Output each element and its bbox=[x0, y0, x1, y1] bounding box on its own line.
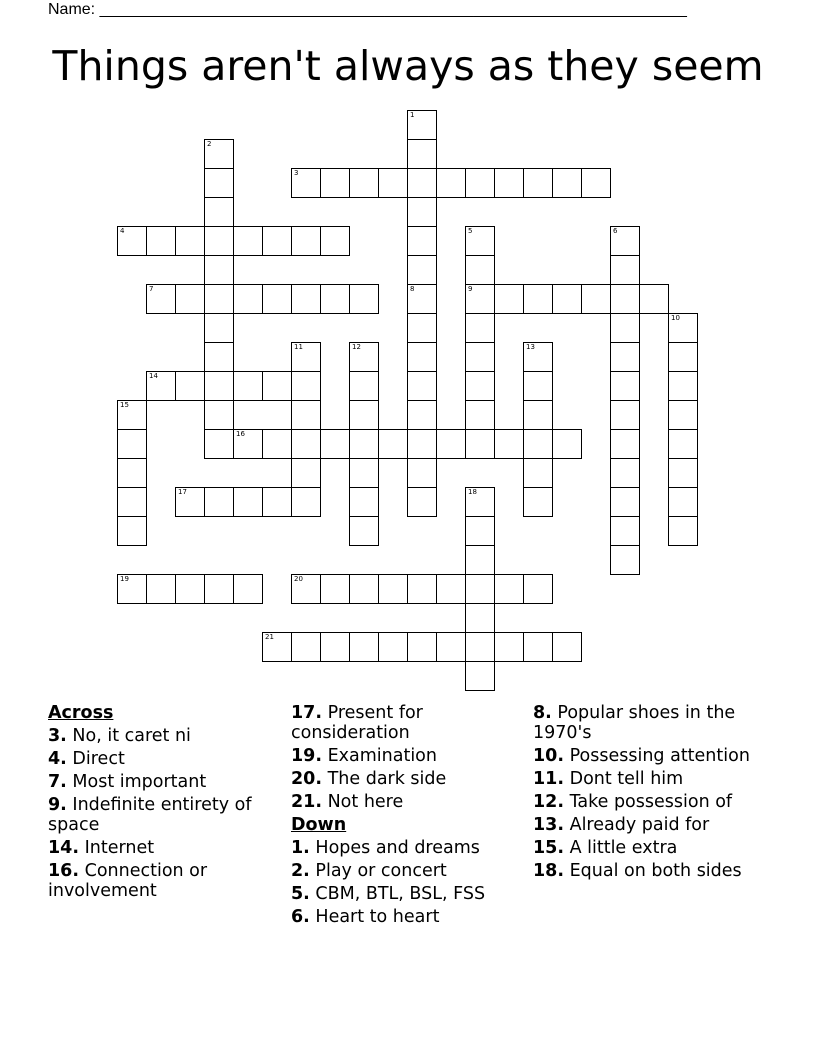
grid-cell[interactable] bbox=[378, 429, 408, 459]
grid-cell[interactable] bbox=[117, 458, 147, 488]
grid-cell[interactable] bbox=[523, 342, 553, 372]
grid-cell[interactable] bbox=[204, 197, 234, 227]
across-heading: Across bbox=[48, 703, 114, 723]
grid-cell[interactable] bbox=[204, 313, 234, 343]
clue-number-label: 20 bbox=[294, 575, 303, 583]
down-heading: Down bbox=[291, 815, 347, 835]
clue-number-label: 21 bbox=[265, 633, 274, 641]
across-clue: 16. Connection or involvement bbox=[48, 861, 208, 901]
clue-number-label: 1 bbox=[410, 111, 415, 119]
grid-cell[interactable] bbox=[407, 255, 437, 285]
grid-cell[interactable] bbox=[552, 284, 582, 314]
grid-cell[interactable] bbox=[523, 371, 553, 401]
grid-cell[interactable] bbox=[378, 168, 408, 198]
grid-cell[interactable] bbox=[262, 226, 292, 256]
clue-column-1 bbox=[48, 703, 288, 904]
grid-cell[interactable] bbox=[523, 458, 553, 488]
grid-cell[interactable] bbox=[407, 458, 437, 488]
grid-cell[interactable] bbox=[465, 574, 495, 604]
grid-cell[interactable] bbox=[204, 168, 234, 198]
grid-cell[interactable] bbox=[465, 545, 495, 575]
grid-cell[interactable] bbox=[465, 400, 495, 430]
grid-cell[interactable] bbox=[320, 226, 350, 256]
grid-cell[interactable] bbox=[262, 429, 292, 459]
grid-cell[interactable] bbox=[175, 371, 205, 401]
grid-cell[interactable] bbox=[204, 342, 234, 372]
clue-number-label: 10 bbox=[671, 314, 680, 322]
clue-number-label: 2 bbox=[207, 140, 212, 148]
grid-cell[interactable] bbox=[523, 574, 553, 604]
grid-cell[interactable] bbox=[610, 313, 640, 343]
grid-cell[interactable] bbox=[117, 516, 147, 546]
grid-cell[interactable] bbox=[610, 226, 640, 256]
grid-cell[interactable] bbox=[581, 284, 611, 314]
grid-cell[interactable] bbox=[117, 226, 147, 256]
grid-cell[interactable] bbox=[494, 429, 524, 459]
grid-cell[interactable] bbox=[291, 371, 321, 401]
grid-cell[interactable] bbox=[610, 371, 640, 401]
grid-cell[interactable] bbox=[465, 487, 495, 517]
grid-cell[interactable] bbox=[523, 632, 553, 662]
across-clue: 9. Indefinite entirety of space bbox=[48, 795, 252, 835]
grid-cell[interactable] bbox=[204, 284, 234, 314]
grid-cell[interactable] bbox=[291, 429, 321, 459]
grid-cell[interactable] bbox=[262, 371, 292, 401]
grid-cell[interactable] bbox=[407, 342, 437, 372]
grid-cell[interactable] bbox=[610, 516, 640, 546]
grid-cell[interactable] bbox=[610, 545, 640, 575]
clue-number-label: 7 bbox=[149, 285, 154, 293]
grid-cell[interactable] bbox=[320, 632, 350, 662]
grid-cell[interactable] bbox=[610, 487, 640, 517]
grid-cell[interactable] bbox=[465, 168, 495, 198]
grid-cell[interactable] bbox=[204, 371, 234, 401]
grid-cell[interactable] bbox=[465, 226, 495, 256]
grid-cell[interactable] bbox=[204, 429, 234, 459]
grid-cell[interactable] bbox=[465, 661, 495, 691]
across-clue: 21. Not here bbox=[291, 792, 404, 812]
grid-cell[interactable] bbox=[204, 400, 234, 430]
grid-cell[interactable] bbox=[378, 632, 408, 662]
grid-cell[interactable] bbox=[146, 371, 176, 401]
grid-cell[interactable] bbox=[349, 371, 379, 401]
grid-cell[interactable] bbox=[262, 632, 292, 662]
grid-cell[interactable] bbox=[668, 429, 698, 459]
grid-cell[interactable] bbox=[407, 400, 437, 430]
grid-cell[interactable] bbox=[465, 342, 495, 372]
grid-cell[interactable] bbox=[610, 429, 640, 459]
grid-cell[interactable] bbox=[204, 139, 234, 169]
grid-cell[interactable] bbox=[117, 487, 147, 517]
clue-number-label: 13 bbox=[526, 343, 535, 351]
down-clue: 15. A little extra bbox=[533, 838, 678, 858]
clue-number-label: 16 bbox=[236, 430, 245, 438]
grid-cell[interactable] bbox=[668, 400, 698, 430]
down-clue: 5. CBM, BTL, BSL, FSS bbox=[291, 884, 486, 904]
grid-cell[interactable] bbox=[378, 574, 408, 604]
grid-cell[interactable] bbox=[320, 429, 350, 459]
grid-cell[interactable] bbox=[291, 632, 321, 662]
clue-number-label: 12 bbox=[352, 343, 361, 351]
grid-cell[interactable] bbox=[349, 574, 379, 604]
grid-cell[interactable] bbox=[320, 168, 350, 198]
grid-cell[interactable] bbox=[291, 574, 321, 604]
grid-cell[interactable] bbox=[523, 284, 553, 314]
grid-cell[interactable] bbox=[407, 487, 437, 517]
name-label: Name: bbox=[48, 1, 96, 18]
grid-cell[interactable] bbox=[668, 371, 698, 401]
grid-cell[interactable] bbox=[146, 226, 176, 256]
grid-cell[interactable] bbox=[581, 168, 611, 198]
grid-cell[interactable] bbox=[523, 400, 553, 430]
down-clue: 12. Take possession of bbox=[533, 792, 733, 812]
grid-cell[interactable] bbox=[233, 226, 263, 256]
grid-cell[interactable] bbox=[407, 226, 437, 256]
across-clue: 20. The dark side bbox=[291, 769, 447, 789]
grid-cell[interactable] bbox=[436, 632, 466, 662]
puzzle-title: Things aren't always as they seem bbox=[52, 42, 764, 90]
grid-cell[interactable] bbox=[407, 197, 437, 227]
grid-cell[interactable] bbox=[407, 139, 437, 169]
grid-cell[interactable] bbox=[349, 168, 379, 198]
grid-cell[interactable] bbox=[610, 342, 640, 372]
grid-cell[interactable] bbox=[465, 603, 495, 633]
clue-number-label: 14 bbox=[149, 372, 158, 380]
grid-cell[interactable] bbox=[291, 284, 321, 314]
grid-cell[interactable] bbox=[262, 487, 292, 517]
grid-cell[interactable] bbox=[610, 255, 640, 285]
across-clue: 7. Most important bbox=[48, 772, 207, 792]
grid-cell[interactable] bbox=[407, 429, 437, 459]
grid-cell[interactable] bbox=[436, 429, 466, 459]
grid-cell[interactable] bbox=[668, 342, 698, 372]
grid-cell[interactable] bbox=[668, 516, 698, 546]
down-clue: 11. Dont tell him bbox=[533, 769, 684, 789]
grid-cell[interactable] bbox=[494, 632, 524, 662]
grid-cell[interactable] bbox=[233, 284, 263, 314]
grid-cell[interactable] bbox=[465, 371, 495, 401]
grid-cell[interactable] bbox=[494, 284, 524, 314]
down-clue: 6. Heart to heart bbox=[291, 907, 440, 927]
grid-cell[interactable] bbox=[349, 458, 379, 488]
grid-cell[interactable] bbox=[494, 574, 524, 604]
grid-cell[interactable] bbox=[291, 458, 321, 488]
grid-cell[interactable] bbox=[436, 574, 466, 604]
grid-cell[interactable] bbox=[407, 632, 437, 662]
grid-cell[interactable] bbox=[523, 429, 553, 459]
grid-cell[interactable] bbox=[552, 168, 582, 198]
grid-cell[interactable] bbox=[407, 574, 437, 604]
grid-cell[interactable] bbox=[610, 458, 640, 488]
down-clue: 2. Play or concert bbox=[291, 861, 447, 881]
grid-cell[interactable] bbox=[465, 255, 495, 285]
grid-cell[interactable] bbox=[523, 487, 553, 517]
grid-cell[interactable] bbox=[233, 371, 263, 401]
grid-cell[interactable] bbox=[668, 458, 698, 488]
clue-number-label: 5 bbox=[468, 227, 473, 235]
grid-cell[interactable] bbox=[117, 400, 147, 430]
clue-number-label: 3 bbox=[294, 169, 299, 177]
grid-cell[interactable] bbox=[204, 226, 234, 256]
grid-cell[interactable] bbox=[407, 371, 437, 401]
clue-number-label: 4 bbox=[120, 227, 125, 235]
clue-number-label: 8 bbox=[410, 285, 415, 293]
across-clue: 3. No, it caret ni bbox=[48, 726, 191, 746]
grid-cell[interactable] bbox=[175, 284, 205, 314]
clue-number-label: 15 bbox=[120, 401, 129, 409]
grid-cell[interactable] bbox=[523, 168, 553, 198]
grid-cell[interactable] bbox=[349, 429, 379, 459]
across-clue: 17. Present for consideration bbox=[291, 703, 423, 743]
clue-number-label: 9 bbox=[468, 285, 473, 293]
grid-cell[interactable] bbox=[407, 168, 437, 198]
grid-cell[interactable] bbox=[349, 632, 379, 662]
clue-number-label: 19 bbox=[120, 575, 129, 583]
grid-cell[interactable] bbox=[204, 487, 234, 517]
grid-cell[interactable] bbox=[465, 516, 495, 546]
clue-number-label: 11 bbox=[294, 343, 303, 351]
grid-cell[interactable] bbox=[349, 487, 379, 517]
grid-cell[interactable] bbox=[349, 516, 379, 546]
grid-cell[interactable] bbox=[146, 284, 176, 314]
grid-cell[interactable] bbox=[494, 168, 524, 198]
clue-column-2 bbox=[291, 703, 531, 930]
grid-cell[interactable] bbox=[407, 110, 437, 140]
grid-cell[interactable] bbox=[610, 284, 640, 314]
across-clue: 14. Internet bbox=[48, 838, 155, 858]
grid-cell[interactable] bbox=[175, 226, 205, 256]
across-clue: 19. Examination bbox=[291, 746, 437, 766]
grid-cell[interactable] bbox=[320, 284, 350, 314]
clue-column-3 bbox=[533, 703, 773, 884]
grid-cell[interactable] bbox=[465, 429, 495, 459]
grid-cell[interactable] bbox=[668, 487, 698, 517]
grid-cell[interactable] bbox=[291, 400, 321, 430]
grid-cell[interactable] bbox=[465, 632, 495, 662]
grid-cell[interactable] bbox=[349, 284, 379, 314]
grid-cell[interactable] bbox=[175, 574, 205, 604]
clue-number-label: 17 bbox=[178, 488, 187, 496]
grid-cell[interactable] bbox=[465, 284, 495, 314]
grid-cell[interactable] bbox=[465, 313, 495, 343]
clue-number-label: 18 bbox=[468, 488, 477, 496]
grid-cell[interactable] bbox=[610, 400, 640, 430]
grid-cell[interactable] bbox=[436, 168, 466, 198]
across-clue: 4. Direct bbox=[48, 749, 125, 769]
grid-cell[interactable] bbox=[233, 487, 263, 517]
grid-cell[interactable] bbox=[349, 400, 379, 430]
grid-cell[interactable] bbox=[552, 632, 582, 662]
grid-cell[interactable] bbox=[668, 313, 698, 343]
grid-cell[interactable] bbox=[146, 574, 176, 604]
down-clue: 13. Already paid for bbox=[533, 815, 710, 835]
grid-cell[interactable] bbox=[291, 487, 321, 517]
grid-cell[interactable] bbox=[349, 342, 379, 372]
grid-cell[interactable] bbox=[552, 429, 582, 459]
down-clue: 8. Popular shoes in the 1970's bbox=[533, 703, 736, 743]
grid-cell[interactable] bbox=[204, 255, 234, 285]
grid-cell[interactable] bbox=[407, 313, 437, 343]
grid-cell[interactable] bbox=[117, 429, 147, 459]
grid-cell[interactable] bbox=[407, 284, 437, 314]
name-input-line[interactable]: __________________________________________________________________ bbox=[99, 1, 687, 18]
grid-cell[interactable] bbox=[262, 284, 292, 314]
clue-number-label: 6 bbox=[613, 227, 618, 235]
grid-cell[interactable] bbox=[204, 574, 234, 604]
grid-cell[interactable] bbox=[117, 574, 147, 604]
grid-cell[interactable] bbox=[233, 429, 263, 459]
down-clue: 10. Possessing attention bbox=[533, 746, 750, 766]
grid-cell[interactable] bbox=[291, 342, 321, 372]
grid-cell[interactable] bbox=[291, 226, 321, 256]
grid-cell[interactable] bbox=[320, 574, 350, 604]
down-clue: 1. Hopes and dreams bbox=[291, 838, 480, 858]
grid-cell[interactable] bbox=[175, 487, 205, 517]
grid-cell[interactable] bbox=[291, 168, 321, 198]
grid-cell[interactable] bbox=[639, 284, 669, 314]
down-clue: 18. Equal on both sides bbox=[533, 861, 742, 881]
grid-cell[interactable] bbox=[233, 574, 263, 604]
